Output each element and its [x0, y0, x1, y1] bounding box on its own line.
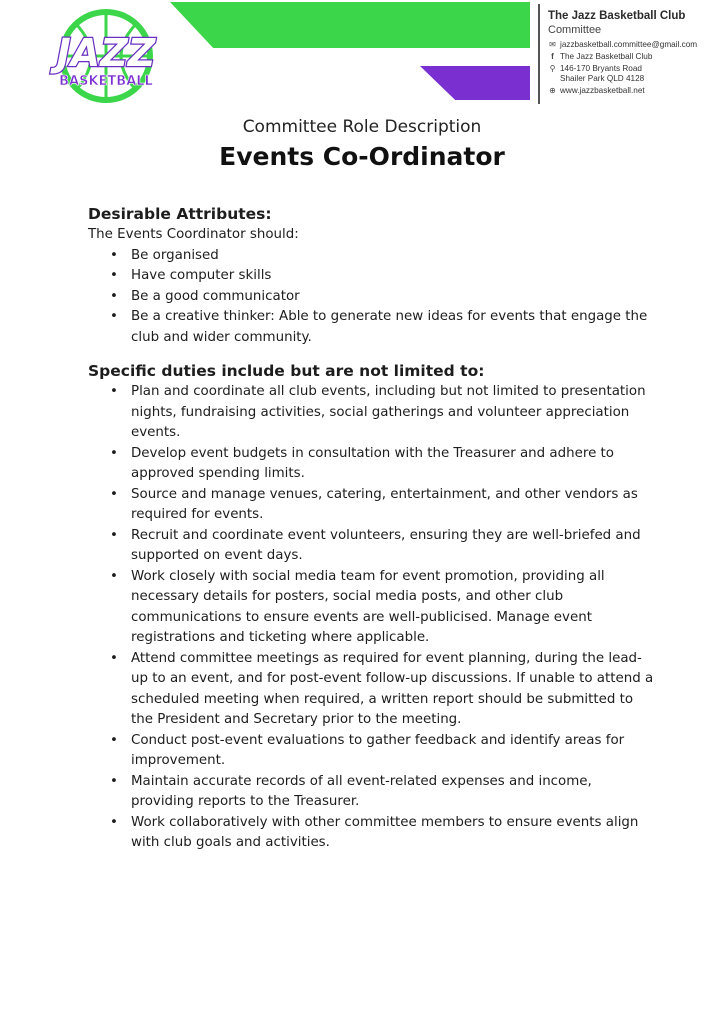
doc-subtitle: Committee Role Description: [242, 117, 482, 137]
address-row: [548, 64, 722, 84]
list-item: • Plan and coordinate all club events, including but not limited to presentation nights, fundraising activities, social gatherings and volunteer appreciation events.: [88, 382, 658, 444]
contact-block: [548, 9, 722, 98]
list-item: • Recruit and coordinate event volunteers, ensuring they are well-briefed and supported on event days.: [88, 526, 658, 567]
website-row: [548, 86, 722, 96]
club-name: The Jazz Basketball Club: [548, 10, 686, 22]
website-text[interactable]: www.jazzbasketball.net: [560, 86, 645, 95]
list-item: • Be a creative thinker: Able to generate new ideas for events that engage the club and wider community.: [88, 307, 658, 348]
duties-list: [88, 382, 658, 854]
list-item: • Work collaboratively with other committee members to ensure events align with club goals and activities.: [88, 813, 658, 854]
jazz-basketball-logo: [40, 8, 172, 108]
attributes-list: [88, 246, 658, 349]
email-icon: ✉: [549, 40, 556, 49]
header-divider: [538, 4, 540, 104]
list-item: • Conduct post-event evaluations to gather feedback and identify areas for improvement.: [88, 731, 658, 772]
list-item: • Be a good communicator: [88, 287, 658, 308]
facebook-text[interactable]: The Jazz Basketball Club: [560, 52, 653, 61]
list-item: • Attend committee meetings as required for event planning, during the lead-up to an event, and for post-event follow-up discussions. If unable to attend a scheduled meeting when required, a written report should be submitted to the President and Secretary prior to the meeting.: [88, 649, 658, 731]
address-text: 146-170 Bryants Road Shailer Park QLD 4128: [560, 64, 645, 83]
list-item: • Have computer skills: [88, 266, 658, 287]
list-item: • Develop event budgets in consultation with the Treasurer and adhere to approved spending limits.: [88, 444, 658, 485]
location-pin-icon: ⚲: [549, 64, 556, 73]
attributes-intro: The Events Coordinator should:: [88, 227, 299, 242]
duties-heading: Specific duties include but are not limited to:: [88, 362, 485, 380]
logo-sub: BASKETBALL: [59, 74, 153, 89]
committee-label: Committee: [548, 24, 602, 36]
doc-body: [88, 203, 658, 854]
list-item: • Source and manage venues, catering, entertainment, and other vendors as required for events.: [88, 485, 658, 526]
globe-icon: ⊕: [549, 86, 556, 95]
list-item: • Maintain accurate records of all event-related expenses and income, providing reports to the Treasurer.: [88, 772, 658, 813]
facebook-icon: f: [551, 52, 554, 61]
email-row: [548, 40, 722, 50]
attributes-heading: Desirable Attributes:: [88, 205, 272, 223]
list-item: • Be organised: [88, 246, 658, 267]
header-banner-green: [170, 2, 530, 48]
header-banner-purple: [420, 66, 530, 100]
list-item: • Work closely with social media team for event promotion, providing all necessary details for posters, social media posts, and other club communications to ensure events are well-publicised. Manage event registrations and ticketing where applicable.: [88, 567, 658, 649]
doc-title: Events Co-Ordinator: [219, 142, 505, 171]
email-text[interactable]: jazzbasketball.committee@gmail.com: [560, 40, 698, 49]
logo-word: JAZZ: [56, 31, 156, 75]
facebook-row: [548, 52, 722, 62]
